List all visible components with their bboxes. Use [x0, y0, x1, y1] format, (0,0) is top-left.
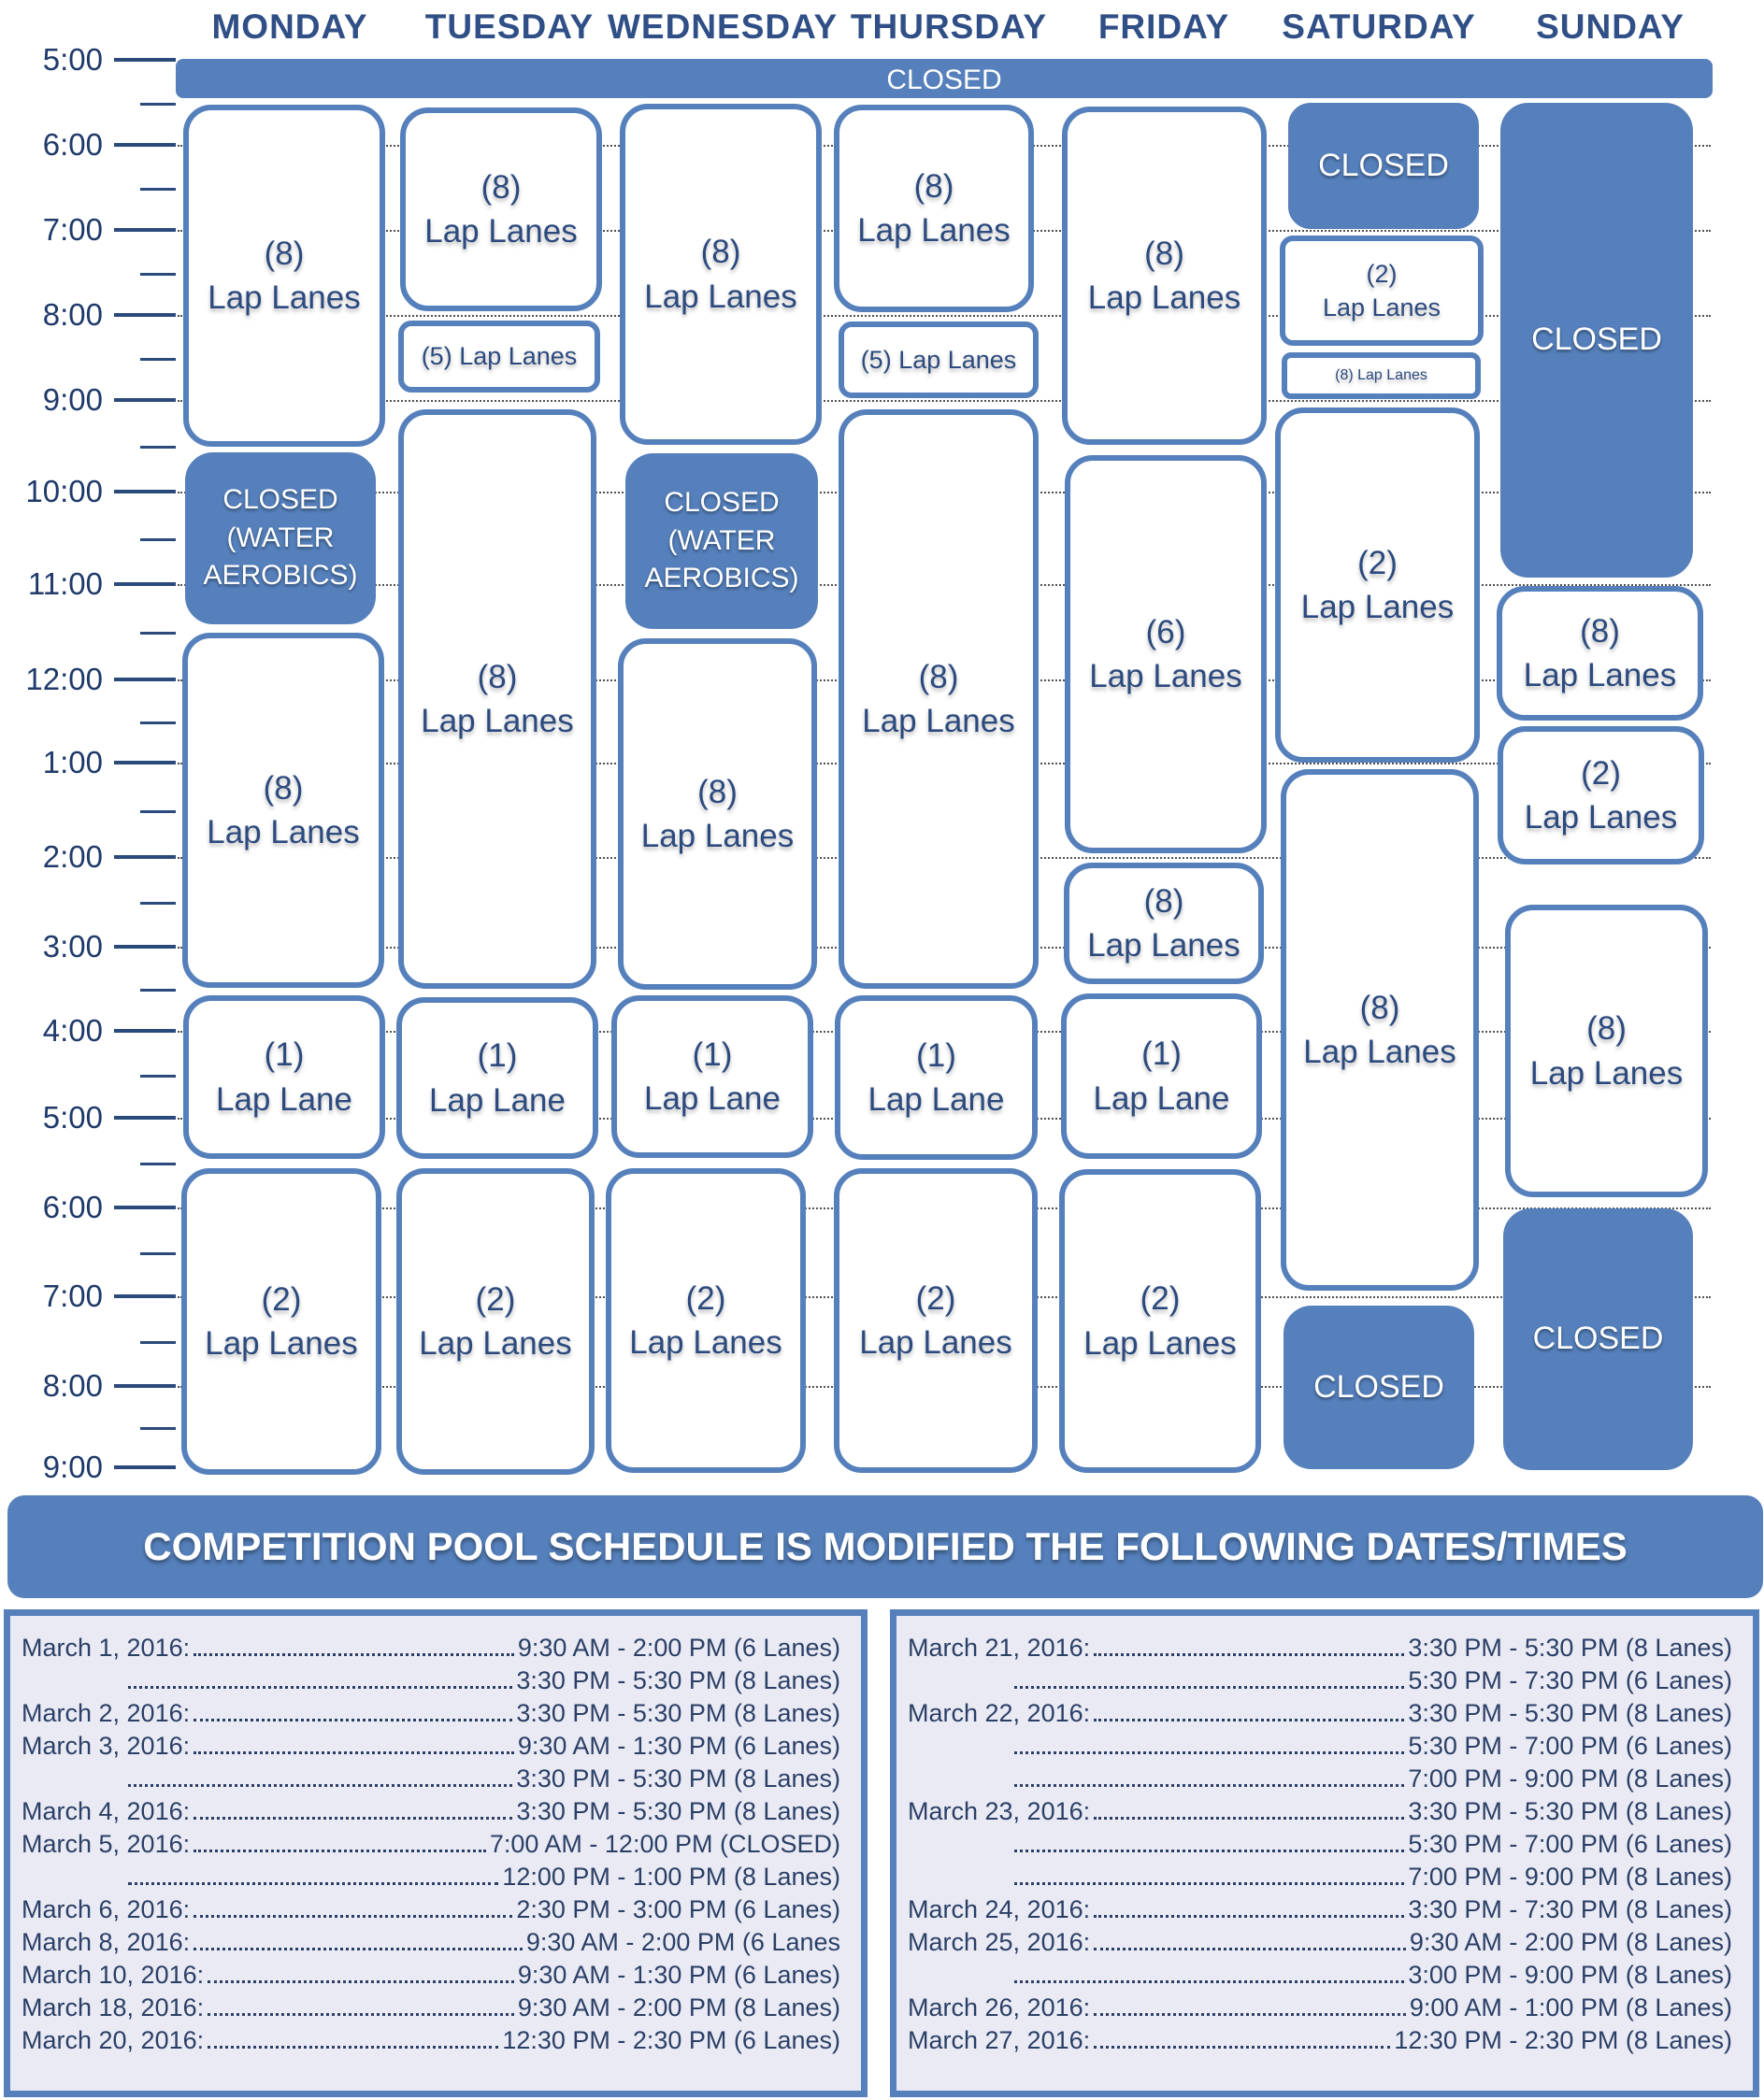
- lane-label: Lap Lanes: [1523, 657, 1677, 693]
- block-monday-evening: [181, 1168, 381, 1475]
- closed-reason: AEROBICS): [644, 563, 799, 594]
- half-hour-tick: [140, 632, 176, 635]
- time-label: 9:00: [42, 1450, 103, 1484]
- lane-count: (2): [1581, 754, 1621, 792]
- block-thursday-5-lanes: [839, 321, 1039, 398]
- block-tuesday-midday: [398, 409, 596, 989]
- time-label: 6:00: [42, 1190, 103, 1224]
- modification-date: March 26, 2016:: [908, 1993, 1091, 2021]
- lane-count: (8): [477, 658, 518, 695]
- modification-time: 3:30 PM - 5:30 PM (8 Lanes): [516, 1797, 840, 1825]
- closed-reason: AEROBICS): [203, 560, 358, 592]
- modification-row: [22, 1664, 840, 1695]
- leader-dots: [194, 1948, 523, 1950]
- hour-tick: [114, 398, 176, 402]
- block-sunday-8-lanes-midday: [1497, 586, 1703, 721]
- modification-time: 5:30 PM - 7:00 PM (6 Lanes): [1408, 1732, 1732, 1760]
- half-hour-tick: [140, 902, 176, 905]
- lane-label: Lap Lanes: [1083, 1324, 1237, 1362]
- lane-count: (8): [700, 234, 741, 271]
- lane-count: (2): [915, 1279, 956, 1317]
- lane-label: Lap Lanes: [629, 1324, 782, 1361]
- lane-label: Lap Lanes: [1089, 658, 1242, 694]
- modification-row: [22, 1631, 840, 1663]
- lane-label: Lap Lane: [1093, 1079, 1230, 1117]
- block-saturday-closed-evening: [1284, 1306, 1474, 1469]
- half-hour-tick: [140, 103, 176, 106]
- block-monday-midday: [182, 633, 384, 988]
- block-thursday-early: [834, 105, 1034, 312]
- lane-count: (2): [1140, 1280, 1181, 1318]
- modification-time: 7:00 AM - 12:00 PM (CLOSED): [489, 1830, 840, 1858]
- modification-time: 3:30 PM - 7:30 PM (8 Lanes): [1408, 1895, 1732, 1923]
- half-hour-tick: [140, 1341, 176, 1344]
- block-sunday-closed-morning: [1500, 103, 1693, 578]
- modification-row: [908, 1631, 1732, 1663]
- leader-dots: [128, 1686, 512, 1689]
- leader-dots: [1014, 1850, 1404, 1852]
- block-friday-midday: [1065, 455, 1267, 853]
- block-monday-closed-aerobics: [185, 452, 376, 624]
- lane-count: (8): [480, 168, 522, 206]
- block-sunday-closed-evening: [1503, 1208, 1693, 1470]
- modification-row: [908, 1860, 1732, 1892]
- half-hour-tick: [140, 1252, 176, 1255]
- modification-row: [22, 1860, 840, 1892]
- half-hour-tick: [140, 1427, 176, 1430]
- lane-label: Lap Lanes: [421, 703, 574, 739]
- hour-tick: [114, 945, 176, 949]
- day-header-saturday: SATURDAY: [1282, 7, 1476, 46]
- closed-label: CLOSED: [222, 484, 338, 516]
- block-friday-afternoon: [1064, 863, 1264, 984]
- modification-row: [22, 2023, 840, 2055]
- lane-label: Lap Lanes: [1524, 799, 1678, 836]
- lane-count: (1): [264, 1036, 305, 1074]
- block-saturday-2-lanes-midday: [1275, 407, 1480, 763]
- hour-tick: [114, 143, 176, 147]
- leader-dots: [1094, 1653, 1404, 1656]
- lane-count: (8): [913, 167, 954, 205]
- modification-row: [908, 1958, 1732, 1990]
- modification-row: [22, 1991, 840, 2022]
- leader-dots: [1094, 1817, 1404, 1820]
- lane-label: Lap Lanes: [640, 818, 795, 854]
- lane-count: (8): [1143, 882, 1184, 920]
- lane-label: Lap Lanes: [208, 279, 361, 316]
- modification-row: [908, 1893, 1732, 1924]
- time-label: 2:00: [42, 839, 103, 874]
- lane-label: Lap Lanes: [1087, 279, 1241, 316]
- time-label: 4:00: [42, 1013, 103, 1048]
- top-closed-bar: CLOSED: [176, 59, 1713, 98]
- day-header-friday: FRIDAY: [1097, 7, 1230, 46]
- lane-count: (8): [1144, 235, 1184, 272]
- day-header-wednesday: WEDNESDAY: [608, 7, 839, 46]
- lane-label: Lap Lane: [216, 1080, 352, 1118]
- leader-dots: [208, 2013, 514, 2016]
- modification-row: [908, 1664, 1732, 1695]
- modification-time: 9:30 AM - 2:00 PM (6 Lanes): [517, 1634, 840, 1662]
- modification-time: 5:30 PM - 7:30 PM (6 Lanes): [1408, 1666, 1732, 1694]
- lane-count: (8): [918, 658, 959, 695]
- modification-banner: COMPETITION POOL SCHEDULE IS MODIFIED THE FOLLOWING DATES/TIMES: [7, 1495, 1763, 1598]
- modification-row: [908, 1729, 1732, 1761]
- leader-dots: [194, 1817, 512, 1820]
- block-sunday-8-lanes-afternoon: [1505, 905, 1708, 1197]
- block-tuesday-5-lanes: [398, 321, 600, 393]
- modification-time: 9:30 AM - 1:30 PM (6 Lanes): [517, 1732, 840, 1760]
- leader-dots: [1094, 1719, 1404, 1721]
- hour-tick: [114, 1384, 176, 1388]
- block-thursday-midday: [839, 409, 1039, 989]
- lane-label: Lap Lanes: [857, 212, 1011, 249]
- leader-dots: [1014, 1882, 1404, 1885]
- day-header-tuesday: TUESDAY: [424, 7, 595, 46]
- time-label: 11:00: [27, 566, 103, 601]
- modification-time: 5:30 PM - 7:00 PM (6 Lanes): [1408, 1830, 1732, 1858]
- modification-date: March 22, 2016:: [908, 1699, 1091, 1727]
- lane-count: (1): [692, 1036, 733, 1073]
- modification-row: [908, 1827, 1732, 1859]
- day-header-monday: MONDAY: [211, 7, 368, 46]
- closed-label: CLOSED: [1313, 1368, 1444, 1405]
- leader-dots: [1014, 1751, 1404, 1754]
- day-header-thursday: THURSDAY: [850, 7, 1048, 46]
- modification-date: March 18, 2016:: [22, 1993, 205, 2021]
- leader-dots: [1094, 2013, 1406, 2016]
- leader-dots: [128, 1882, 498, 1885]
- block-friday-evening: [1059, 1169, 1261, 1473]
- lane-label: Lap Lanes: [1300, 589, 1455, 625]
- modification-date: March 1, 2016:: [22, 1634, 191, 1662]
- modification-date: March 10, 2016:: [22, 1961, 205, 1989]
- block-friday-late-afternoon: [1061, 993, 1262, 1159]
- closed-reason: (WATER: [667, 524, 776, 556]
- leader-dots: [208, 1980, 514, 1983]
- half-hour-tick: [140, 358, 176, 361]
- closed-label: CLOSED: [1531, 321, 1662, 358]
- modification-date: March 20, 2016:: [22, 2026, 205, 2054]
- modification-date: March 2, 2016:: [22, 1699, 191, 1727]
- lane-label: Lap Lanes: [1087, 927, 1241, 964]
- modification-date: March 23, 2016:: [908, 1797, 1091, 1825]
- modification-date: March 3, 2016:: [22, 1732, 191, 1760]
- leader-dots: [194, 1719, 512, 1721]
- leader-dots: [1014, 1686, 1404, 1689]
- modification-time: 3:30 PM - 5:30 PM (8 Lanes): [1408, 1797, 1732, 1825]
- leader-dots: [1094, 1948, 1406, 1950]
- modification-date: March 5, 2016:: [22, 1830, 191, 1858]
- lane-label: Lap Lanes: [1529, 1054, 1684, 1092]
- hour-tick: [114, 855, 176, 859]
- block-saturday-2-lanes-early: [1280, 236, 1484, 346]
- modification-row: [908, 1696, 1732, 1728]
- modification-date: March 4, 2016:: [22, 1797, 191, 1825]
- time-label: 8:00: [42, 297, 103, 332]
- leader-dots: [128, 1784, 512, 1787]
- time-label: 9:00: [42, 382, 103, 417]
- modification-time: 9:00 AM - 1:00 PM (8 Lanes): [1409, 1993, 1732, 2021]
- modification-time: 2:30 PM - 3:00 PM (6 Lanes): [516, 1895, 840, 1923]
- closed-label: CLOSED: [1532, 1321, 1664, 1357]
- modification-date: March 27, 2016:: [908, 2026, 1091, 2054]
- modification-time: 9:30 AM - 2:00 PM (8 Lanes): [1409, 1928, 1732, 1956]
- lane-count: (1): [916, 1036, 956, 1074]
- modification-time: 3:30 PM - 5:30 PM (8 Lanes): [516, 1699, 840, 1727]
- time-label: 7:00: [42, 1279, 103, 1313]
- modification-row: [908, 1762, 1732, 1793]
- modification-row: [22, 1794, 840, 1826]
- lane-label: Lap Lanes: [644, 278, 797, 315]
- half-hour-tick: [140, 538, 176, 541]
- hour-tick: [114, 228, 176, 232]
- modification-date: March 21, 2016:: [908, 1634, 1091, 1662]
- modification-date: March 8, 2016:: [22, 1928, 191, 1956]
- hour-tick: [114, 58, 176, 62]
- lane-count: (2): [261, 1280, 302, 1318]
- closed-label: CLOSED: [664, 487, 780, 519]
- half-hour-tick: [140, 188, 176, 191]
- modification-row: [908, 2023, 1732, 2055]
- block-monday-morning: [183, 105, 385, 447]
- lane-count: (2): [685, 1279, 726, 1317]
- hour-tick: [114, 1206, 176, 1209]
- lane-label: Lap Lane: [868, 1081, 1005, 1118]
- lane-label: Lap Lanes: [859, 1324, 1012, 1361]
- lane-count: (1): [477, 1037, 518, 1075]
- leader-dots: [1014, 1980, 1404, 1983]
- hour-tick: [114, 1465, 176, 1469]
- lane-label: Lap Lanes: [419, 1325, 572, 1362]
- half-hour-tick: [140, 446, 176, 449]
- leader-dots: [208, 2046, 498, 2049]
- day-header-sunday: SUNDAY: [1536, 7, 1685, 46]
- lane-count: (8): [1580, 612, 1620, 650]
- modification-time: 7:00 PM - 9:00 PM (8 Lanes): [1408, 1863, 1732, 1891]
- closed-reason: (WATER: [226, 521, 335, 553]
- modification-time: 12:00 PM - 1:00 PM (8 Lanes): [502, 1863, 840, 1891]
- hour-tick: [114, 678, 176, 681]
- time-label: 5:00: [42, 1100, 103, 1135]
- lane-text: (5) Lap Lanes: [421, 342, 578, 371]
- block-wednesday-midday: [618, 638, 817, 990]
- modification-row: [908, 1925, 1732, 1957]
- modification-time: 9:30 AM - 2:00 PM (6 Lanes: [525, 1928, 840, 1956]
- time-label: 7:00: [42, 212, 103, 247]
- modification-row: [22, 1925, 840, 1957]
- leader-dots: [1014, 1784, 1404, 1787]
- modification-row: [22, 1729, 840, 1761]
- hour-tick: [114, 582, 176, 586]
- time-label: 3:00: [42, 929, 103, 964]
- block-thursday-afternoon: [835, 995, 1038, 1160]
- block-saturday-closed-morning: [1288, 103, 1479, 229]
- modification-row: [22, 1827, 840, 1859]
- lane-label: Lap Lane: [429, 1081, 566, 1119]
- modification-time: 3:30 PM - 5:30 PM (8 Lanes): [1408, 1699, 1732, 1727]
- block-wednesday-closed-aerobics: [625, 453, 818, 629]
- modification-time: 9:30 AM - 1:30 PM (6 Lanes): [517, 1961, 840, 1989]
- lane-label: Lap Lanes: [1303, 1034, 1456, 1070]
- hour-tick: [114, 1029, 176, 1033]
- modifications-panel-left: [4, 1609, 868, 2097]
- block-sunday-2-lanes: [1498, 726, 1704, 864]
- half-hour-tick: [140, 1163, 176, 1165]
- block-tuesday-early: [400, 107, 602, 311]
- lane-label: Lap Lanes: [862, 703, 1015, 739]
- lane-text: (8) Lap Lanes: [1335, 367, 1427, 384]
- lane-label: Lap Lanes: [207, 814, 360, 850]
- time-label: 1:00: [42, 745, 103, 779]
- half-hour-tick: [140, 1075, 176, 1078]
- modification-row: [22, 1893, 840, 1924]
- modification-date: March 24, 2016:: [908, 1895, 1091, 1923]
- closed-label: CLOSED: [1318, 147, 1449, 183]
- hour-tick: [114, 313, 176, 317]
- block-wednesday-evening: [606, 1168, 806, 1473]
- leader-dots: [194, 1915, 512, 1918]
- modification-time: 3:30 PM - 5:30 PM (8 Lanes): [1408, 1634, 1732, 1662]
- time-label: 10:00: [25, 474, 103, 508]
- half-hour-tick: [140, 721, 176, 724]
- modification-time: 3:00 PM - 9:00 PM (8 Lanes): [1408, 1961, 1732, 1989]
- hour-tick: [114, 490, 176, 493]
- modification-time: 7:00 PM - 9:00 PM (8 Lanes): [1408, 1764, 1732, 1793]
- lane-count: (2): [1357, 544, 1398, 581]
- lane-count: (8): [1359, 989, 1400, 1026]
- modification-row: [22, 1696, 840, 1728]
- lane-label: Lap Lanes: [424, 213, 578, 250]
- hour-tick: [114, 1116, 176, 1120]
- block-tuesday-evening: [396, 1168, 595, 1475]
- lane-count: (1): [1141, 1036, 1182, 1073]
- leader-dots: [194, 1850, 486, 1852]
- block-thursday-evening: [834, 1168, 1038, 1473]
- lane-label: Lap Lanes: [1322, 293, 1441, 321]
- lane-count: (8): [697, 773, 738, 810]
- modification-date: March 6, 2016:: [22, 1895, 191, 1923]
- block-wednesday-afternoon: [611, 995, 813, 1158]
- lane-count: (8): [264, 235, 305, 272]
- modification-row: [908, 1991, 1732, 2022]
- lane-count: (2): [475, 1280, 516, 1318]
- time-label: 6:00: [42, 127, 103, 162]
- block-tuesday-afternoon: [396, 997, 598, 1159]
- modification-row: [22, 1958, 840, 1990]
- lane-label: Lap Lane: [644, 1080, 781, 1117]
- modification-date: March 25, 2016:: [908, 1928, 1091, 1956]
- modification-time: 3:30 PM - 5:30 PM (8 Lanes): [516, 1666, 840, 1694]
- leader-dots: [194, 1751, 514, 1754]
- lane-label: Lap Lanes: [205, 1325, 358, 1362]
- half-hour-tick: [140, 810, 176, 813]
- block-wednesday-morning: [620, 104, 822, 445]
- modifications-panel-right: [890, 1609, 1759, 2097]
- hour-tick: [114, 1294, 176, 1298]
- half-hour-tick: [140, 273, 176, 276]
- time-label: 8:00: [42, 1368, 103, 1403]
- modification-time: 9:30 AM - 2:00 PM (8 Lanes): [517, 1993, 840, 2021]
- lane-count: (8): [1586, 1010, 1627, 1048]
- lane-count: (2): [1366, 259, 1398, 288]
- hour-tick: [114, 761, 176, 764]
- lane-count: (8): [263, 769, 304, 807]
- modification-row: [22, 1762, 840, 1793]
- time-label: 5:00: [42, 42, 103, 77]
- block-saturday-8-lanes-afternoon: [1281, 769, 1479, 1291]
- leader-dots: [1094, 2046, 1390, 2049]
- block-saturday-8-lanes-short: [1282, 352, 1481, 399]
- lane-text: (5) Lap Lanes: [860, 345, 1017, 374]
- hour-gridline: [178, 400, 1711, 402]
- leader-dots: [194, 1653, 514, 1656]
- modification-time: 12:30 PM - 2:30 PM (8 Lanes): [1394, 2026, 1732, 2054]
- time-label: 12:00: [25, 662, 103, 696]
- lane-count: (6): [1145, 613, 1186, 650]
- modification-time: 12:30 PM - 2:30 PM (6 Lanes): [502, 2026, 840, 2054]
- block-monday-afternoon: [183, 995, 385, 1159]
- block-friday-morning: [1062, 107, 1267, 445]
- modification-time: 3:30 PM - 5:30 PM (8 Lanes): [516, 1764, 840, 1793]
- half-hour-tick: [140, 989, 176, 992]
- modification-row: [908, 1794, 1732, 1826]
- leader-dots: [1094, 1915, 1404, 1918]
